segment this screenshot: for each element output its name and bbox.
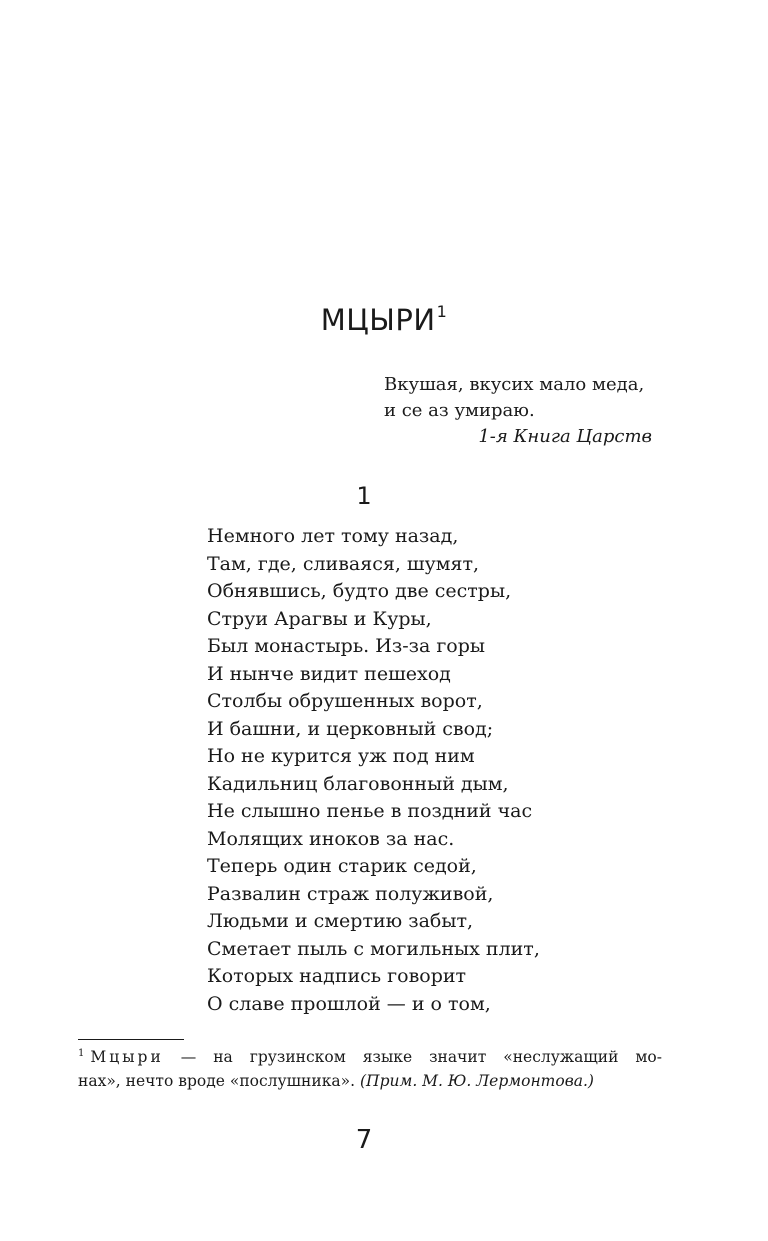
- epigraph-line: и се аз умираю.: [384, 400, 535, 421]
- poem-line: Обнявшись, будто две сестры,: [207, 580, 512, 602]
- footnote-term: Мцыри: [90, 1048, 164, 1066]
- footnote-attribution: (Прим. М. Ю. Лермонтова.): [360, 1072, 594, 1090]
- poem-line: Развалин страж полуживой,: [207, 882, 494, 905]
- footnote: [78, 1045, 662, 1093]
- poem-line: Там, где, сливаяся, шумят,: [207, 552, 480, 575]
- poem-line: Теперь один старик седой,: [207, 855, 477, 877]
- epigraph-line: Вкушая, вкусих мало меда,: [384, 374, 645, 395]
- footnote-line: [78, 1069, 662, 1093]
- footnote-divider: [78, 1039, 184, 1040]
- poem-line: И нынче видит пешеход: [207, 662, 451, 685]
- poem-line: Которых надпись говорит: [207, 965, 467, 987]
- epigraph-source: 1-я Книга Царств: [478, 426, 652, 447]
- footnote-line: [78, 1045, 662, 1069]
- poem-line: Столбы обрушенных ворот,: [207, 690, 483, 712]
- poem-line: Молящих иноков за нас.: [207, 827, 455, 850]
- poem-line: О славе прошлой — и о том,: [207, 992, 491, 1015]
- footnote-number: 1: [78, 1047, 85, 1059]
- section-number: 1: [356, 482, 372, 510]
- poem-line: Сметает пыль с могильных плит,: [207, 937, 540, 960]
- poem-title-text: МЦЫРИ: [320, 303, 436, 337]
- poem-stanza: [207, 523, 540, 1018]
- poem-line: Немного лет тому назад,: [207, 525, 459, 547]
- footnote-text: нах», нечто вроде «послушника».: [78, 1072, 360, 1090]
- poem-line: И башни, и церковный свод;: [207, 717, 494, 740]
- poem-line: Не слышно пенье в поздний час: [207, 800, 533, 822]
- poem-line: Людьми и смертию забыт,: [207, 910, 474, 932]
- poem-title: [0, 300, 768, 340]
- poem-line: Струи Арагвы и Куры,: [207, 607, 432, 630]
- title-footnote-mark: 1: [436, 302, 448, 322]
- poem-line: Кадильниц благовонный дым,: [207, 772, 509, 795]
- poem-line: Но не курится уж под ним: [207, 745, 475, 767]
- footnote-text: — на грузинском языке значит «неслужащий мо-: [163, 1048, 662, 1066]
- page-number: 7: [355, 1125, 373, 1155]
- epigraph: [384, 372, 652, 450]
- poem-line: Был монастырь. Из-за горы: [207, 635, 486, 657]
